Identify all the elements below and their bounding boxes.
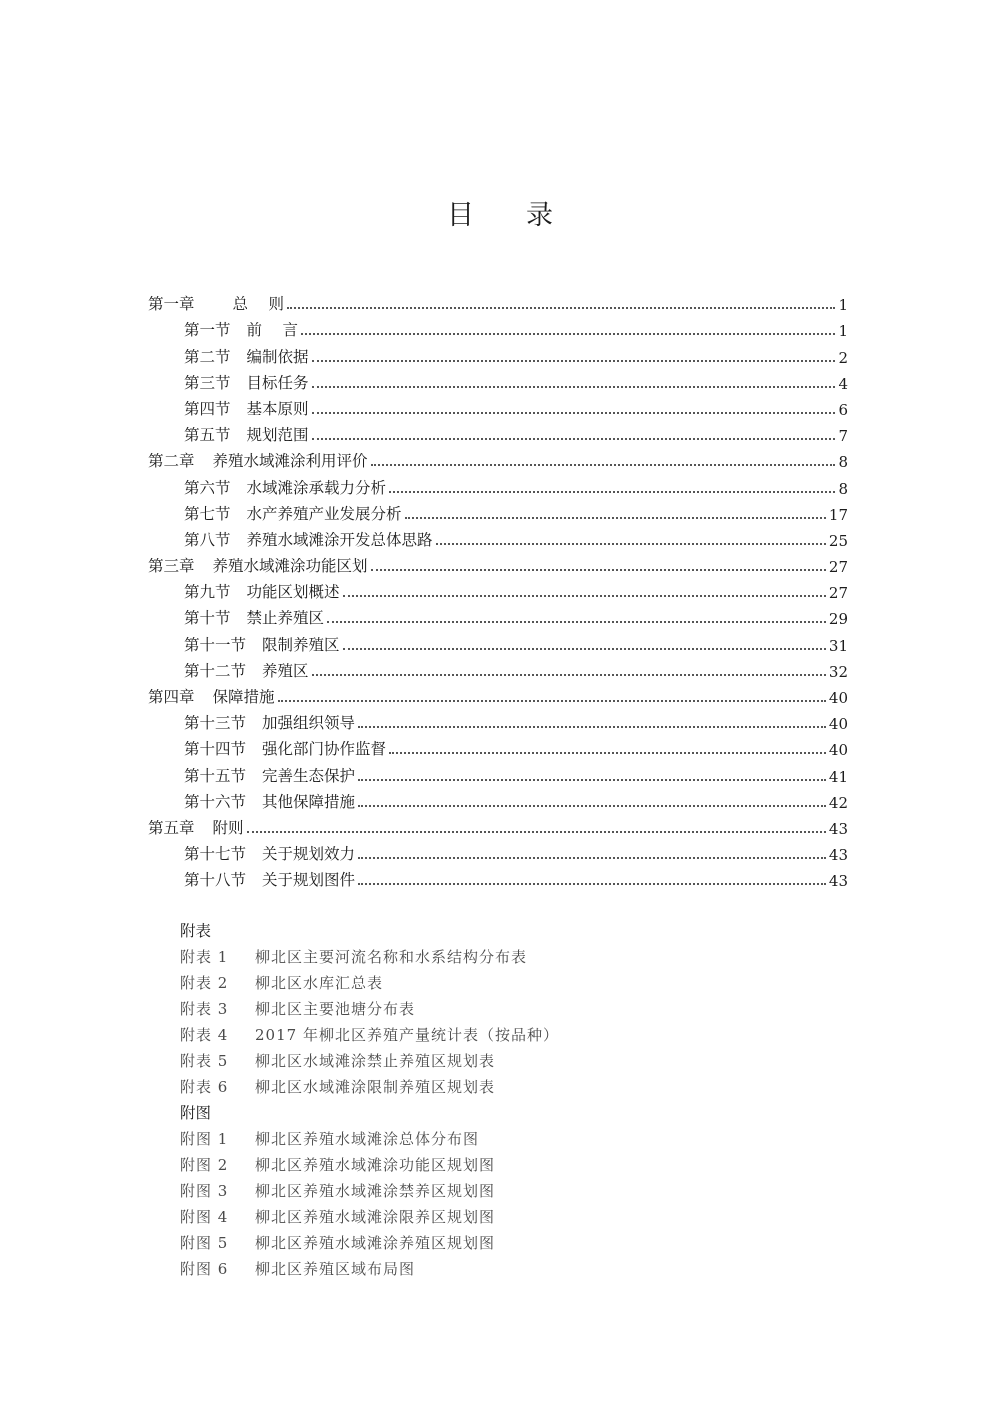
toc-section-row <box>148 759 848 785</box>
toc-leader-dots <box>278 700 826 702</box>
appendix-label: 附表 5 <box>180 1052 229 1070</box>
toc-number: 第一章 <box>148 295 195 314</box>
toc-title: 养殖水域滩涂开发总体思路 <box>246 530 433 549</box>
toc-section-row <box>148 314 848 340</box>
appendix-text: 柳北区养殖水域滩涂总体分布图 <box>255 1130 480 1148</box>
toc-page-number: 27 <box>828 584 848 603</box>
appendix-text: 柳北区养殖水域滩涂禁养区规划图 <box>255 1182 496 1200</box>
appendix-item <box>180 1204 780 1230</box>
toc-section-row <box>148 655 848 681</box>
appendix-text: 柳北区养殖水域滩涂限养区规划图 <box>255 1208 496 1226</box>
toc-page-number: 7 <box>838 427 848 446</box>
toc-leader-dots <box>343 595 826 597</box>
toc-section-row <box>148 602 848 628</box>
appendix-text: 柳北区养殖水域滩涂功能区规划图 <box>255 1156 496 1174</box>
appendix-text: 柳北区水库汇总表 <box>255 974 384 992</box>
toc-title: 加强组织领导 <box>262 714 356 733</box>
toc-number: 第四节 <box>184 399 231 418</box>
appendix-section <box>180 918 780 1282</box>
toc-section-row <box>148 576 848 602</box>
toc-leader-dots <box>287 307 835 309</box>
toc-section-row <box>148 524 848 550</box>
appendix-tables-list <box>180 944 780 1100</box>
toc-title: 养殖水域滩涂功能区划 <box>212 557 368 576</box>
title-char: 录 <box>526 200 553 231</box>
toc-leader-dots <box>405 517 826 519</box>
appendix-label: 附表 4 <box>180 1026 229 1044</box>
toc-title: 关于规划效力 <box>262 845 356 864</box>
toc-leader-dots <box>247 831 826 833</box>
appendix-label: 附图 2 <box>180 1156 229 1174</box>
appendix-item <box>180 1126 780 1152</box>
appendix-item <box>180 996 780 1022</box>
toc-leader-dots <box>312 412 835 414</box>
toc-page-number: 40 <box>828 715 848 734</box>
toc-page-number: 2 <box>838 348 848 367</box>
toc-number: 第十一节 <box>184 635 247 654</box>
toc-chapter-row <box>148 445 848 471</box>
toc-section-row <box>148 340 848 366</box>
toc-page-number: 25 <box>828 531 848 550</box>
appendix-label: 附表 3 <box>180 1000 229 1018</box>
toc-section-row <box>148 393 848 419</box>
appendix-text: 2017 年柳北区养殖产量统计表（按品种） <box>255 1026 559 1044</box>
toc-leader-dots <box>343 648 826 650</box>
toc-leader-dots <box>389 491 835 493</box>
toc-number: 第一节 <box>184 321 231 340</box>
toc-page-number: 43 <box>828 846 848 865</box>
toc-section-row <box>148 838 848 864</box>
toc-number: 第十二节 <box>184 661 247 680</box>
toc-section-row <box>148 707 848 733</box>
toc-page-number: 41 <box>828 767 848 786</box>
toc-section-row <box>148 419 848 445</box>
toc-number: 第八节 <box>184 530 231 549</box>
appendix-text: 柳北区主要河流名称和水系结构分布表 <box>255 948 528 966</box>
toc-leader-dots <box>312 360 835 362</box>
toc-title: 完善生态保护 <box>262 766 356 785</box>
toc-page-number: 29 <box>828 610 848 629</box>
toc-title: 水域滩涂承载力分析 <box>246 478 387 497</box>
toc-page-number: 1 <box>838 296 848 315</box>
toc-leader-dots <box>327 621 826 623</box>
appendix-text: 柳北区主要池塘分布表 <box>255 1000 416 1018</box>
toc-page-number: 6 <box>838 400 848 419</box>
toc-leader-dots <box>371 464 835 466</box>
toc-leader-dots <box>371 569 826 571</box>
toc-page-number: 4 <box>838 374 848 393</box>
toc-section-row <box>148 864 848 890</box>
toc-number: 第三章 <box>148 557 195 576</box>
toc-section-row <box>148 733 848 759</box>
toc-number: 第十四节 <box>184 740 247 759</box>
page-title <box>0 193 1000 232</box>
toc-section-row <box>148 628 848 654</box>
toc-number: 第二节 <box>184 347 231 366</box>
toc-page-number: 8 <box>838 479 848 498</box>
toc-chapter-row <box>148 681 848 707</box>
toc-title: 基本原则 <box>246 399 309 418</box>
toc-title: 总 则 <box>232 295 284 314</box>
toc-leader-dots <box>436 543 826 545</box>
toc-title: 养殖区 <box>262 661 309 680</box>
toc-page-number: 27 <box>828 558 848 577</box>
appendix-label: 附图 4 <box>180 1208 229 1226</box>
toc-chapter-row <box>148 288 848 314</box>
toc-number: 第十六节 <box>184 792 247 811</box>
appendix-item <box>180 1230 780 1256</box>
toc-leader-dots <box>312 674 826 676</box>
appendix-figures-list <box>180 1126 780 1282</box>
appendix-item <box>180 944 780 970</box>
toc-leader-dots <box>358 726 826 728</box>
appendix-label: 附表 6 <box>180 1078 229 1096</box>
toc-page-number: 17 <box>828 505 848 524</box>
toc-number: 第十三节 <box>184 714 247 733</box>
appendix-label: 附表 2 <box>180 974 229 992</box>
toc-number: 第五节 <box>184 426 231 445</box>
toc-number: 第五章 <box>148 818 195 837</box>
appendix-tables-heading: 附表 <box>180 922 212 940</box>
toc-number: 第十节 <box>184 609 231 628</box>
toc-number: 第四章 <box>148 688 195 706</box>
appendix-item <box>180 970 780 996</box>
toc-number: 第六节 <box>184 478 231 497</box>
toc-title: 编制依据 <box>246 347 309 366</box>
toc-number: 第十八节 <box>184 871 247 890</box>
toc-page-number: 42 <box>828 793 848 812</box>
toc-title: 其他保障措施 <box>262 792 356 811</box>
appendix-text: 柳北区水域滩涂限制养殖区规划表 <box>255 1078 496 1096</box>
toc-page-number: 8 <box>838 453 848 472</box>
toc-number: 第二章 <box>148 452 195 471</box>
toc-section-row <box>148 471 848 497</box>
appendix-label: 附图 1 <box>180 1130 229 1148</box>
toc-section-row <box>148 498 848 524</box>
toc-leader-dots <box>358 805 826 807</box>
appendix-text: 柳北区养殖水域滩涂养殖区规划图 <box>255 1234 496 1252</box>
toc-title: 目标任务 <box>246 373 309 392</box>
toc-leader-dots <box>358 779 826 781</box>
toc-page-number: 43 <box>828 872 848 891</box>
toc-title: 附则 <box>212 818 244 837</box>
toc-title: 规划范围 <box>246 426 309 445</box>
toc-title: 功能区划概述 <box>246 583 340 602</box>
appendix-label: 附图 6 <box>180 1260 229 1278</box>
toc-page-number: 40 <box>828 689 848 707</box>
appendix-item <box>180 1048 780 1074</box>
appendix-item <box>180 1152 780 1178</box>
toc-page-number: 40 <box>828 741 848 760</box>
toc-number: 第三节 <box>184 373 231 392</box>
appendix-text: 柳北区水域滩涂禁止养殖区规划表 <box>255 1052 496 1070</box>
appendix-label: 附表 1 <box>180 948 229 966</box>
toc-leader-dots <box>301 333 835 335</box>
toc-leader-dots <box>358 883 826 885</box>
toc-page-number: 1 <box>838 322 848 341</box>
toc-section-row <box>148 786 848 812</box>
toc-leader-dots <box>312 386 835 388</box>
title-char: 目 <box>447 200 474 231</box>
toc-title: 养殖水域滩涂利用评价 <box>212 452 368 471</box>
toc-title: 禁止养殖区 <box>246 609 325 628</box>
appendix-label: 附图 5 <box>180 1234 229 1252</box>
toc-chapter-row <box>148 812 848 838</box>
toc-page-number: 31 <box>828 636 848 655</box>
appendix-item <box>180 1256 780 1282</box>
appendix-text: 柳北区养殖区域布局图 <box>255 1260 416 1278</box>
table-of-contents <box>148 288 848 890</box>
toc-title: 前 言 <box>246 321 298 340</box>
toc-page-number: 43 <box>828 819 848 838</box>
toc-title: 关于规划图件 <box>262 871 356 890</box>
toc-number: 第十五节 <box>184 766 247 785</box>
appendix-label: 附图 3 <box>180 1182 229 1200</box>
appendix-item <box>180 1178 780 1204</box>
toc-title: 限制养殖区 <box>262 635 340 654</box>
appendix-item <box>180 1074 780 1100</box>
toc-number: 第九节 <box>184 583 231 602</box>
toc-leader-dots <box>358 857 826 859</box>
appendix-item <box>180 1022 780 1048</box>
toc-leader-dots <box>389 752 826 754</box>
toc-page-number: 32 <box>828 662 848 681</box>
toc-chapter-row <box>148 550 848 576</box>
toc-title: 水产养殖产业发展分析 <box>246 504 402 523</box>
toc-number: 第十七节 <box>184 845 247 864</box>
toc-title: 强化部门协作监督 <box>262 740 387 759</box>
toc-title: 保障措施 <box>212 688 275 706</box>
toc-leader-dots <box>312 438 835 440</box>
appendix-figures-heading: 附图 <box>180 1104 212 1122</box>
toc-number: 第七节 <box>184 504 231 523</box>
toc-section-row <box>148 367 848 393</box>
